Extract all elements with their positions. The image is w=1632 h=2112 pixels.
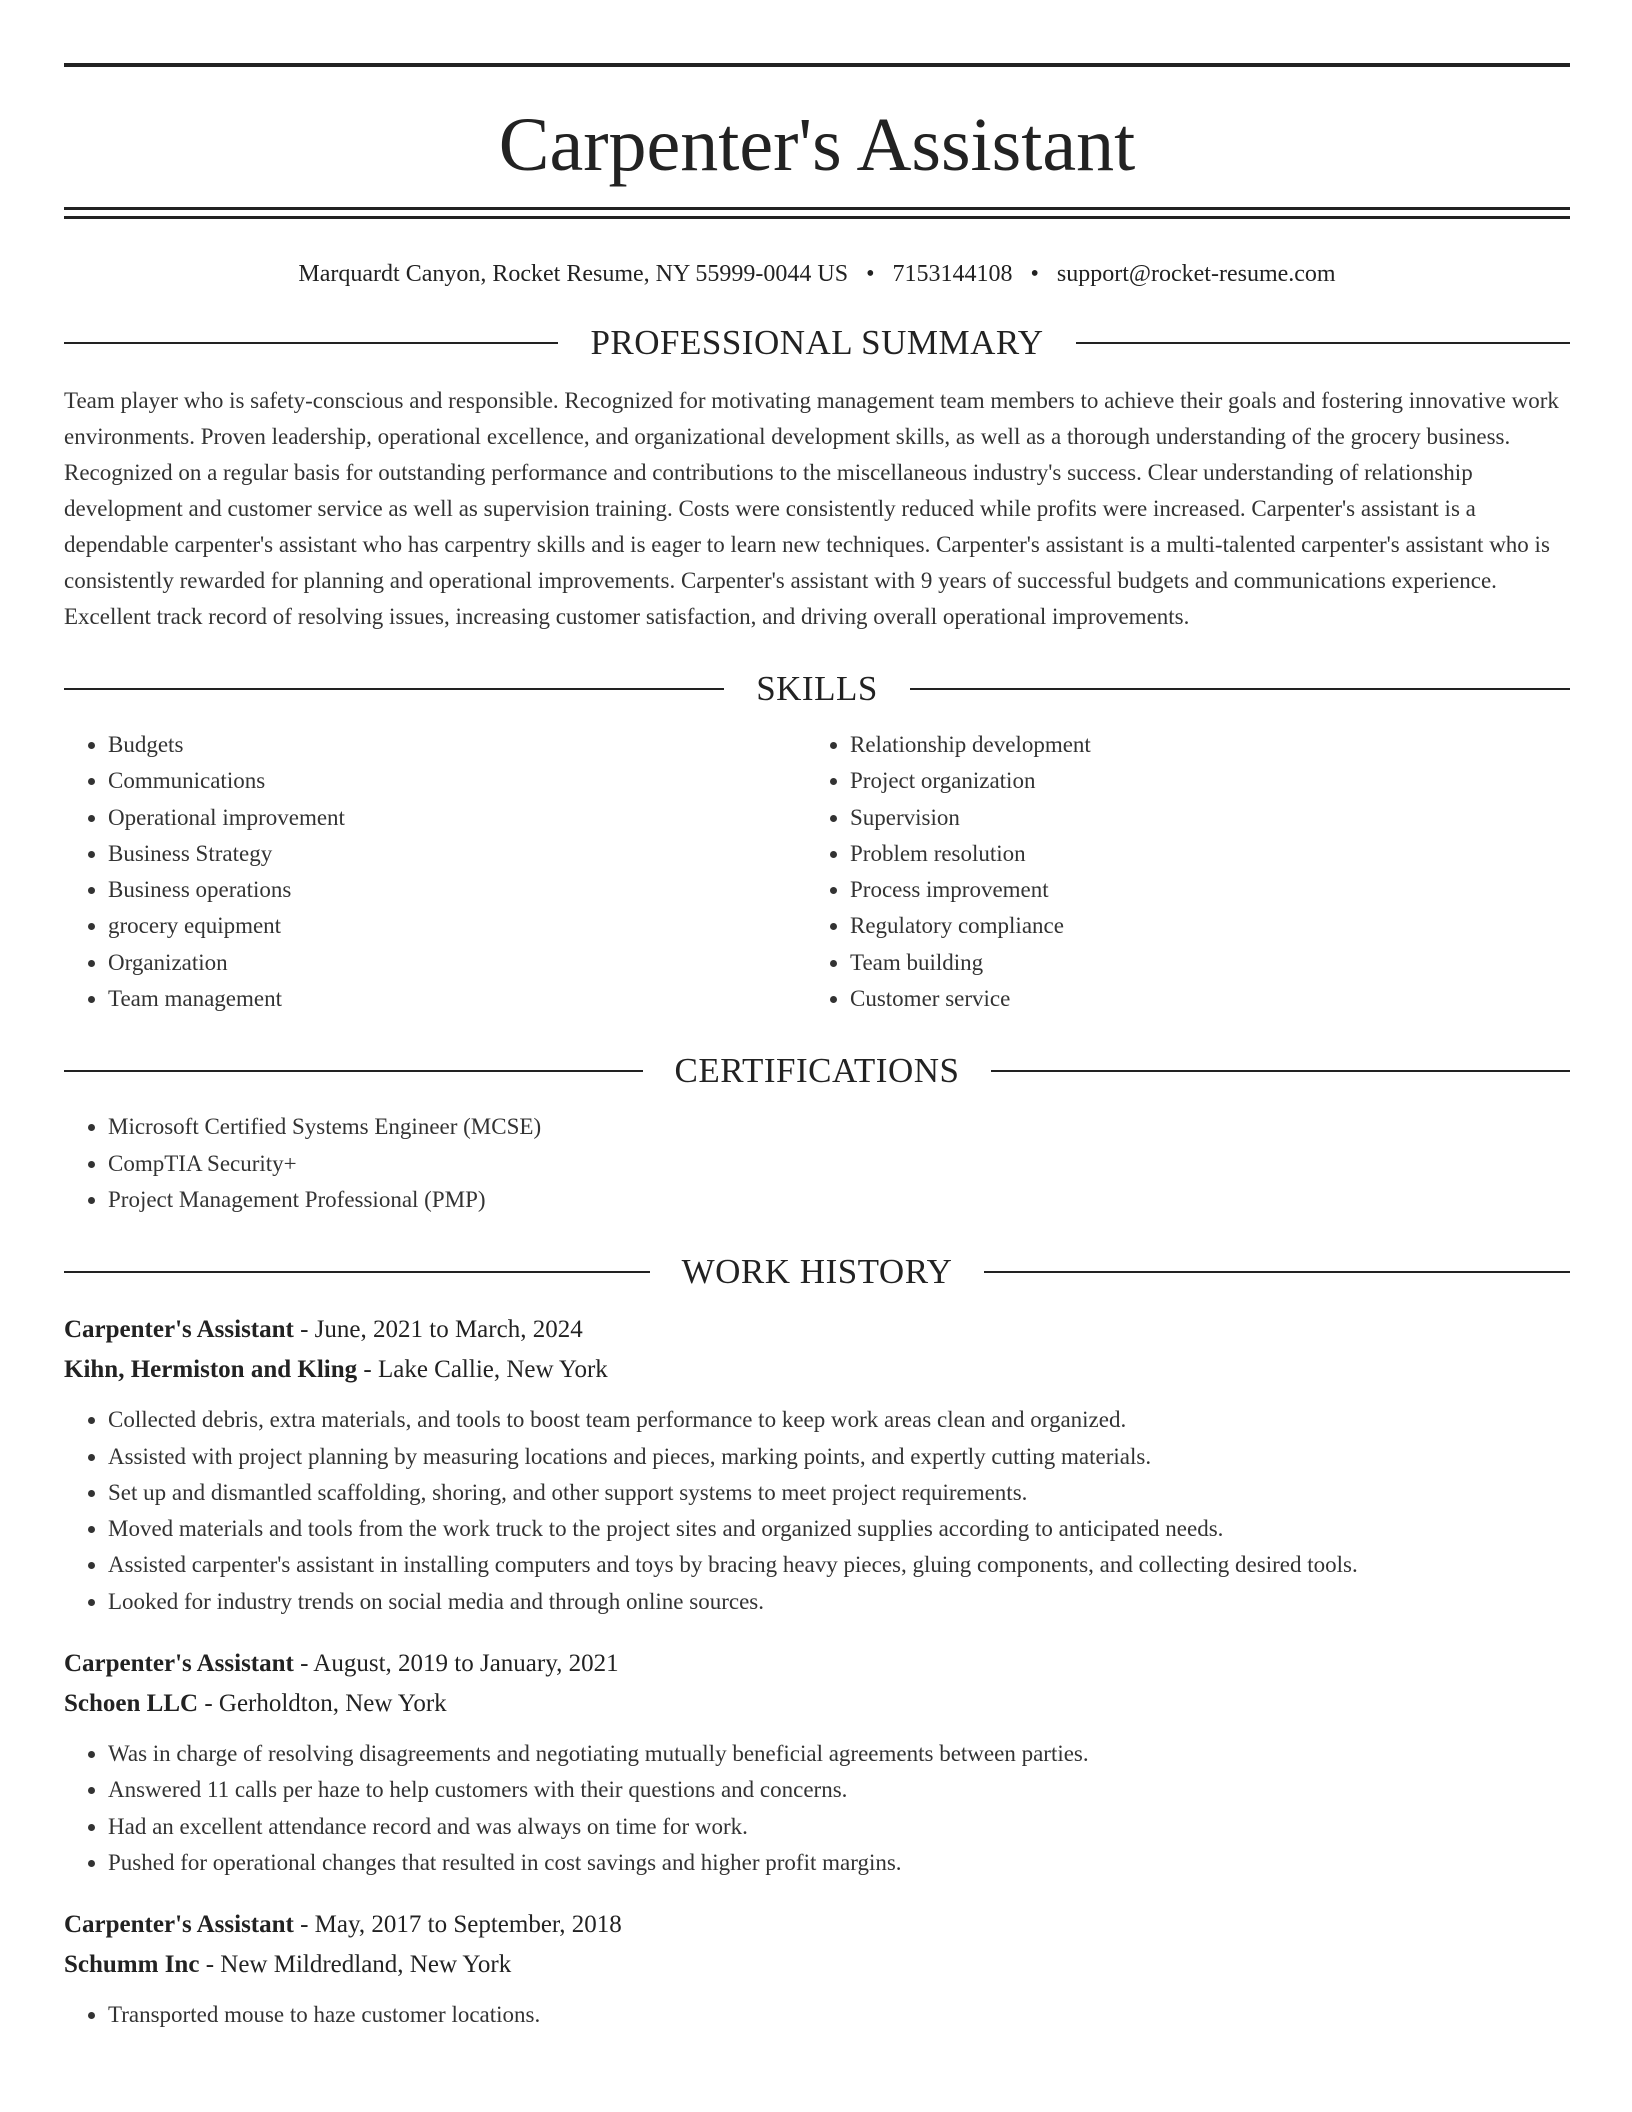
skill-item: • Problem resolution bbox=[850, 836, 1548, 872]
heading-rule bbox=[1076, 342, 1570, 344]
heading-rule bbox=[64, 1070, 643, 1072]
job-company-line bbox=[64, 1945, 1570, 1985]
resume-name: Carpenter's Assistant bbox=[498, 103, 1136, 187]
job-bullet: • Assisted with project planning by measuring locations and pieces, marking points, and expertly cutting materials. bbox=[108, 1439, 1570, 1475]
summary-heading-title: PROFESSIONAL SUMMARY bbox=[590, 323, 1044, 362]
skill-item: • Team management bbox=[108, 981, 806, 1017]
job-title: Carpenter's Assistant bbox=[64, 1316, 294, 1344]
job-bullet: • Had an excellent attendance record and was always on time for work. bbox=[108, 1809, 1570, 1845]
skill-item: • grocery equipment bbox=[108, 908, 806, 944]
job-dates: - May, 2017 to September, 2018 bbox=[293, 1911, 622, 1939]
job-bullet: • Assisted carpenter's assistant in installing computers and toys by bracing heavy pieces, gluing components, and collecting desired tools. bbox=[108, 1547, 1570, 1583]
job-location: - New Mildredland, New York bbox=[199, 1951, 512, 1979]
contact-address: Marquardt Canyon, Rocket Resume, NY 55999-0044 US bbox=[298, 261, 849, 287]
skill-item: • Team building bbox=[850, 945, 1548, 981]
job-bullet: • Collected debris, extra materials, and tools to boost team performance to keep work areas clean and organized. bbox=[108, 1402, 1570, 1438]
certifications-list bbox=[64, 1109, 1570, 1218]
job-dates: - August, 2019 to January, 2021 bbox=[293, 1650, 619, 1678]
job-dates: - June, 2021 to March, 2024 bbox=[293, 1316, 583, 1344]
job-bullet: • Looked for industry trends on social media and through online sources. bbox=[108, 1584, 1570, 1620]
job-entry bbox=[64, 1310, 1570, 1620]
job-bullet: • Transported mouse to haze customer locations. bbox=[108, 1997, 1570, 2033]
summary-heading bbox=[64, 323, 1570, 363]
skill-item: • Organization bbox=[108, 945, 806, 981]
top-rule bbox=[64, 63, 1570, 67]
heading-rule bbox=[991, 1070, 1570, 1072]
certification-item: • Microsoft Certified Systems Engineer (MCSE) bbox=[108, 1109, 1570, 1145]
skill-item: • Regulatory compliance bbox=[850, 908, 1548, 944]
contact-email[interactable]: support@rocket-resume.com bbox=[1056, 261, 1336, 287]
job-title-line bbox=[64, 1644, 1570, 1684]
heading-rule bbox=[910, 688, 1570, 690]
job-company-line bbox=[64, 1350, 1570, 1390]
job-title: Carpenter's Assistant bbox=[64, 1650, 294, 1678]
job-company: Schoen LLC bbox=[64, 1690, 199, 1718]
resume-page bbox=[64, 0, 1570, 2034]
work-history-heading bbox=[64, 1252, 1570, 1292]
job-bullet: • Answered 11 calls per haze to help customers with their questions and concerns. bbox=[108, 1772, 1570, 1808]
job-location: - Gerholdton, New York bbox=[198, 1690, 447, 1718]
job-bullet: • Was in charge of resolving disagreements and negotiating mutually beneficial agreements between parties. bbox=[108, 1736, 1570, 1772]
job-entry bbox=[64, 1644, 1570, 1881]
skill-item: • Customer service bbox=[850, 981, 1548, 1017]
skills-column-right bbox=[806, 727, 1548, 1017]
job-bullet: • Pushed for operational changes that resulted in cost savings and higher profit margins. bbox=[108, 1845, 1570, 1881]
skill-item: • Business Strategy bbox=[108, 836, 806, 872]
job-company-line bbox=[64, 1684, 1570, 1724]
skill-item: • Project organization bbox=[850, 763, 1548, 799]
job-title-line bbox=[64, 1310, 1570, 1350]
job-bullet: • Moved materials and tools from the work truck to the project sites and organized supplies according to anticipated needs. bbox=[108, 1511, 1570, 1547]
heading-rule bbox=[64, 1271, 650, 1273]
job-title-line bbox=[64, 1905, 1570, 1945]
job-company: Schumm Inc bbox=[64, 1951, 200, 1979]
skills-column-left bbox=[64, 727, 806, 1017]
skill-item: • Communications bbox=[108, 763, 806, 799]
certification-item: • Project Management Professional (PMP) bbox=[108, 1182, 1570, 1218]
certification-item: • CompTIA Security+ bbox=[108, 1146, 1570, 1182]
heading-rule bbox=[984, 1271, 1570, 1273]
job-title: Carpenter's Assistant bbox=[64, 1911, 294, 1939]
skill-item: • Process improvement bbox=[850, 872, 1548, 908]
job-entry bbox=[64, 1905, 1570, 2033]
certifications-heading bbox=[64, 1051, 1570, 1091]
skills-list bbox=[64, 727, 1570, 1017]
skills-heading-title: SKILLS bbox=[756, 669, 878, 708]
certifications-heading-title: CERTIFICATIONS bbox=[674, 1051, 960, 1091]
job-bullet: • Set up and dismantled scaffolding, shoring, and other support systems to meet project requirements. bbox=[108, 1475, 1570, 1511]
skill-item: • Budgets bbox=[108, 727, 806, 763]
job-location: - Lake Callie, New York bbox=[357, 1356, 608, 1384]
skill-item: • Relationship development bbox=[850, 727, 1548, 763]
job-company: Kihn, Hermiston and Kling bbox=[64, 1356, 358, 1384]
contact-separator: • bbox=[1030, 261, 1039, 287]
skill-item: • Supervision bbox=[850, 800, 1548, 836]
summary-text: Team player who is safety-conscious and responsible. Recognized for motivating management team members to achieve their goals and fostering innovative work environments. Proven leadership, operational excellence, and organizational development skills, as well as a thorough understanding of the grocery business. Recognized on a regular basis for outstanding performance and contributions to the miscellaneous industry's success. Clear understanding of relationship development and customer service as well as supervision training. Costs were consistently reduced while profits were increased. Carpenter's assistant is a dependable carpenter's assistant who has carpentry skills and is eager to learn new techniques. Carpenter's assistant is a multi-talented carpenter's assistant who is consistently rewarded for planning and operational improvements. Carpenter's assistant with 9 years of successful budgets and communications experience. Excellent track record of resolving issues, increasing customer satisfaction, and driving overall operational improvements. bbox=[64, 388, 1559, 629]
skill-item: • Operational improvement bbox=[108, 800, 806, 836]
contact-separator: • bbox=[866, 261, 875, 287]
work-history-heading-title: WORK HISTORY bbox=[681, 1252, 953, 1292]
heading-rule bbox=[64, 688, 724, 690]
contact-phone[interactable]: 7153144108 bbox=[892, 261, 1013, 287]
heading-rule bbox=[64, 342, 558, 344]
skills-heading bbox=[64, 669, 1570, 709]
double-rule bbox=[64, 207, 1570, 219]
skill-item: • Business operations bbox=[108, 872, 806, 908]
contact-line bbox=[64, 259, 1570, 289]
